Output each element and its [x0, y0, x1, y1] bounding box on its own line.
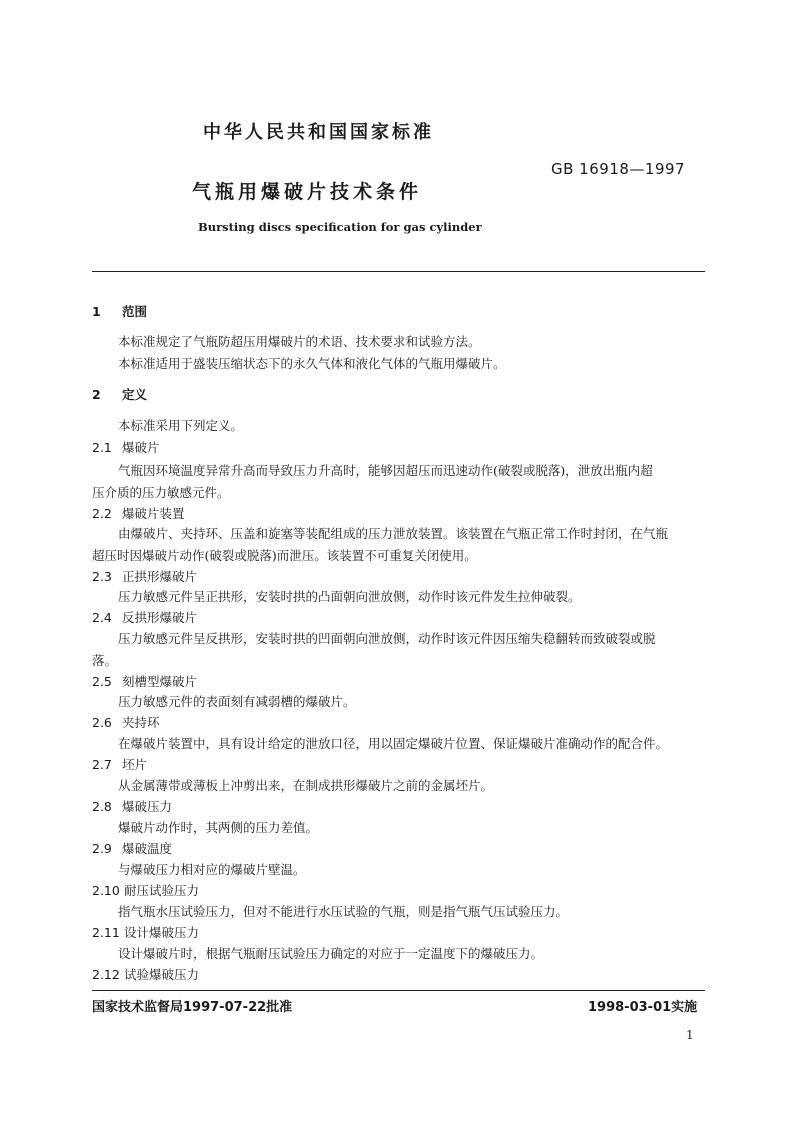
document-title-en: Bursting discs specification for gas cylinder	[198, 220, 482, 234]
definition-text: 由爆破片、夹持环、压盖和旋塞等装配组成的压力泄放装置。该装置在气瓶正常工作时封闭，在气瓶	[118, 526, 669, 541]
definition-text: 超压时因爆破片动作(破裂或脱落)而泄压。该装置不可重复关闭使用。	[92, 548, 477, 563]
document-title-cn: 气瓶用爆破片技术条件	[192, 181, 423, 203]
scope-paragraph-2: 本标准适用于盛装压缩状态下的永久气体和液化气体的气瓶用爆破片。	[118, 356, 506, 371]
definition-term: 2.9 爆破温度	[92, 841, 173, 856]
definition-text: 压力敏感元件呈反拱形，安装时拱的凹面朝向泄放侧，动作时该元件因压缩失稳翻转而致破裂或脱	[118, 631, 656, 646]
page-number: 1	[686, 1028, 694, 1042]
definition-text: 落。	[92, 653, 118, 668]
definition-text: 气瓶因环境温度异常升高而导致压力升高时，能够因超压而迅速动作(破裂或脱落)，泄放出瓶内超	[118, 463, 653, 478]
definition-text: 压力敏感元件呈正拱形，安装时拱的凸面朝向泄放侧，动作时该元件发生拉伸破裂。	[118, 589, 581, 604]
definition-term: 2.4 反拱形爆破片	[92, 610, 198, 625]
definition-text: 指气瓶水压试验压力，但对不能进行水压试验的气瓶，则是指气瓶气压试验压力。	[118, 904, 569, 919]
definitions-intro: 本标准采用下列定义。	[118, 418, 244, 433]
definition-text: 爆破片动作时，其两侧的压力差值。	[118, 820, 319, 835]
definition-text: 在爆破片装置中，具有设计给定的泄放口径，用以固定爆破片位置、保证爆破片准确动作的配合件。	[118, 736, 669, 751]
header-divider	[92, 271, 705, 272]
definition-text: 与爆破压力相对应的爆破片壁温。	[118, 862, 306, 877]
definition-text: 压介质的压力敏感元件。	[92, 485, 230, 500]
scope-paragraph-1: 本标准规定了气瓶防超压用爆破片的术语、技术要求和试验方法。	[118, 334, 481, 349]
definition-term: 2.1 爆破片	[92, 440, 160, 455]
definition-term: 2.7 坯片	[92, 757, 148, 772]
definition-text: 从金属薄带或薄板上冲剪出来，在制成拱形爆破片之前的金属坯片。	[118, 778, 494, 793]
implementation-date: 1998-03-01实施	[588, 1000, 698, 1015]
section-heading-scope: 1 范围	[92, 304, 148, 319]
definition-term: 2.2 爆破片装置	[92, 506, 185, 521]
footer-divider	[92, 990, 705, 991]
definition-term: 2.10 耐压试验压力	[92, 883, 200, 898]
definition-text: 压力敏感元件的表面刻有减弱槽的爆破片。	[118, 694, 356, 709]
standard-title: 中华人民共和国国家标准	[203, 122, 434, 143]
standard-code: GB 16918—1997	[551, 160, 686, 178]
definition-term: 2.6 夹持环	[92, 715, 160, 730]
definition-term: 2.8 爆破压力	[92, 799, 173, 814]
section-heading-definitions: 2 定义	[92, 387, 148, 402]
definition-term: 2.11 设计爆破压力	[92, 925, 200, 940]
definition-term: 2.12 试验爆破压力	[92, 967, 200, 982]
definition-term: 2.5 刻槽型爆破片	[92, 674, 198, 689]
definition-term: 2.3 正拱形爆破片	[92, 569, 198, 584]
definition-text: 设计爆破片时，根据气瓶耐压试验压力确定的对应于一定温度下的爆破压力。	[118, 946, 544, 961]
approval-statement: 国家技术监督局1997-07-22批准	[92, 1000, 293, 1015]
